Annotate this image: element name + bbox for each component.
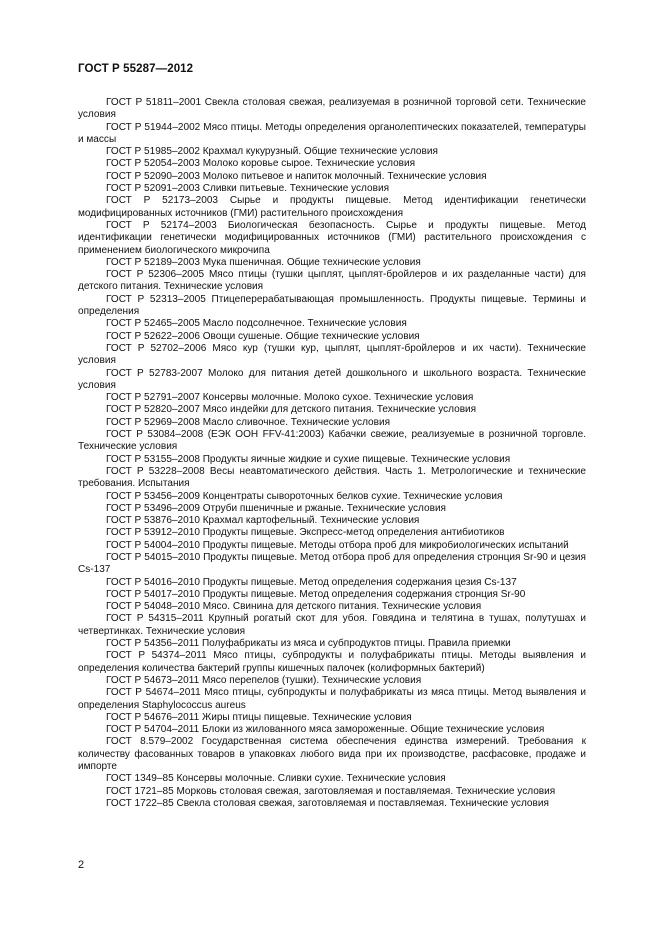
- normative-references-list: [78, 97, 586, 810]
- reference-item: ГОСТ Р 52054–2003 Молоко коровье сырое. Технические условия: [106, 158, 416, 170]
- reference-item: ГОСТ Р 54315–2011 Крупный рогатый скот для убоя. Говядина и телятина в тушах, полутушах и четвертинках. Технические условия: [78, 613, 586, 637]
- reference-item: ГОСТ Р 53876–2010 Крахмал картофельный. Технические условия: [106, 515, 420, 527]
- reference-item: ГОСТ Р 54356–2011 Полуфабрикаты из мяса и субпродуктов птицы. Правила приемки: [106, 638, 511, 650]
- reference-item: ГОСТ Р 52783-2007 Молоко для питания детей дошкольного и школьного возраста. Технические условия: [78, 367, 586, 391]
- reference-item: ГОСТ Р 54704–2011 Блоки из жилованного мяса замороженные. Общие технические условия: [106, 724, 545, 736]
- reference-item: ГОСТ Р 52969–2008 Масло сливочное. Технические условия: [106, 416, 391, 428]
- reference-item: ГОСТ Р 54016–2010 Продукты пищевые. Метод определения содержания цезия Cs-137: [106, 576, 517, 588]
- reference-item: ГОСТ Р 51985–2002 Крахмал кукурузный. Общие технические условия: [106, 146, 438, 158]
- reference-item: ГОСТ Р 52622–2006 Овощи сушеные. Общие технические условия: [106, 330, 420, 342]
- reference-item: ГОСТ Р 52702–2006 Мясо кур (тушки кур, цыплят, цыплят-бройлеров и их части). Технические условия: [78, 342, 586, 367]
- reference-item: ГОСТ Р 54015–2010 Продукты пищевые. Метод отбора проб для определения стронция Sr-90 и цезия Cs-137: [78, 551, 586, 576]
- reference-item: ГОСТ Р 52820–2007 Мясо индейки для детского питания. Технические условия: [106, 404, 477, 416]
- reference-item: ГОСТ Р 54374–2011 Мясо птицы, субпродукты и полуфабрикаты птицы. Методы выявления и определения количества бактерий группы кишечных палочек (колиформных бактерий): [78, 650, 586, 674]
- reference-item: ГОСТ 1721–85 Морковь столовая свежая, заготовляемая и поставляемая. Технические условия: [106, 785, 556, 797]
- reference-item: ГОСТ Р 53228–2008 Весы неавтоматического действия. Часть 1. Метрологические и технические требования. Испытания: [78, 465, 586, 490]
- reference-item: ГОСТ Р 52791–2007 Консервы молочные. Молоко сухое. Технические условия: [106, 392, 474, 404]
- page-number: 2: [78, 859, 85, 871]
- reference-item: ГОСТ Р 52306–2005 Мясо птицы (тушки цыплят, цыплят-бройлеров и их разделанные части) для детского питания. Технические условия: [78, 269, 586, 293]
- reference-item: ГОСТ Р 52091–2003 Сливки питьевые. Технические условия: [106, 183, 390, 195]
- reference-item: ГОСТ Р 54017–2010 Продукты пищевые. Метод определения содержания стронция Sr-90: [106, 588, 526, 600]
- reference-item: ГОСТ Р 53084–2008 (ЕЭК ООН FFV-41:2003) Кабачки свежие, реализуемые в розничной торговле. Технические условия: [78, 429, 586, 453]
- reference-item: ГОСТ Р 52174–2003 Биологическая безопасность. Сырье и продукты пищевые. Метод идентификации генетически модифицированных источников (ГМИ) растительного происхождения с применением биологического микрочипа: [78, 219, 586, 256]
- reference-item: ГОСТ Р 53456–2009 Концентраты сывороточных белков сухие. Технические условия: [106, 490, 503, 502]
- reference-item: ГОСТ Р 54048–2010 Мясо. Свинина для детского питания. Технические условия: [106, 601, 482, 613]
- reference-item: ГОСТ Р 52313–2005 Птицеперерабатывающая промышленность. Продукты пищевые. Термины и определения: [78, 293, 586, 318]
- reference-item: ГОСТ 8.579–2002 Государственная система обеспечения единства измерений. Требования к количеству фасованных товаров в упаковках любого вида при их производстве, расфасовке, продаже и импорте: [78, 736, 586, 773]
- reference-item: ГОСТ Р 54673–2011 Мясо перепелов (тушки). Технические условия: [106, 674, 422, 686]
- document-header: ГОСТ Р 55287—2012: [78, 63, 194, 75]
- reference-item: ГОСТ Р 52173–2003 Сырье и продукты пищевые. Метод идентификации генетически модифицированных источников (ГМИ) растительного происхождения: [78, 195, 586, 219]
- reference-item: ГОСТ 1722–85 Свекла столовая свежая, заготовляемая и поставляемая. Технические условия: [106, 797, 549, 809]
- reference-item: ГОСТ Р 51944–2002 Мясо птицы. Методы определения органолептических показателей, температуры и массы: [78, 121, 586, 145]
- reference-item: ГОСТ Р 54674–2011 Мясо птицы, субпродукты и полуфабрикаты из мяса птицы. Метод выявления и определения Staphylococcus aureus: [78, 687, 586, 711]
- reference-item: ГОСТ Р 54676–2011 Жиры птицы пищевые. Технические условия: [106, 711, 412, 723]
- reference-item: ГОСТ Р 53155–2008 Продукты яичные жидкие и сухие пищевые. Технические условия: [106, 453, 511, 465]
- reference-item: ГОСТ Р 54004–2010 Продукты пищевые. Методы отбора проб для микробиологических испытаний: [106, 539, 569, 551]
- reference-item: ГОСТ Р 52090–2003 Молоко питьевое и напиток молочный. Технические условия: [106, 170, 487, 182]
- reference-item: ГОСТ Р 52189–2003 Мука пшеничная. Общие технические условия: [106, 256, 421, 268]
- reference-item: ГОСТ Р 53496–2009 Отруби пшеничные и ржаные. Технические условия: [106, 502, 446, 514]
- reference-item: ГОСТ 1349–85 Консервы молочные. Сливки сухие. Технические условия: [106, 773, 446, 785]
- reference-item: ГОСТ Р 52465–2005 Масло подсолнечное. Технические условия: [106, 318, 407, 330]
- reference-item: ГОСТ Р 51811–2001 Свекла столовая свежая, реализуемая в розничной торговой сети. Технические условия: [78, 97, 586, 121]
- reference-item: ГОСТ Р 53912–2010 Продукты пищевые. Экспресс-метод определения антибиотиков: [106, 527, 505, 539]
